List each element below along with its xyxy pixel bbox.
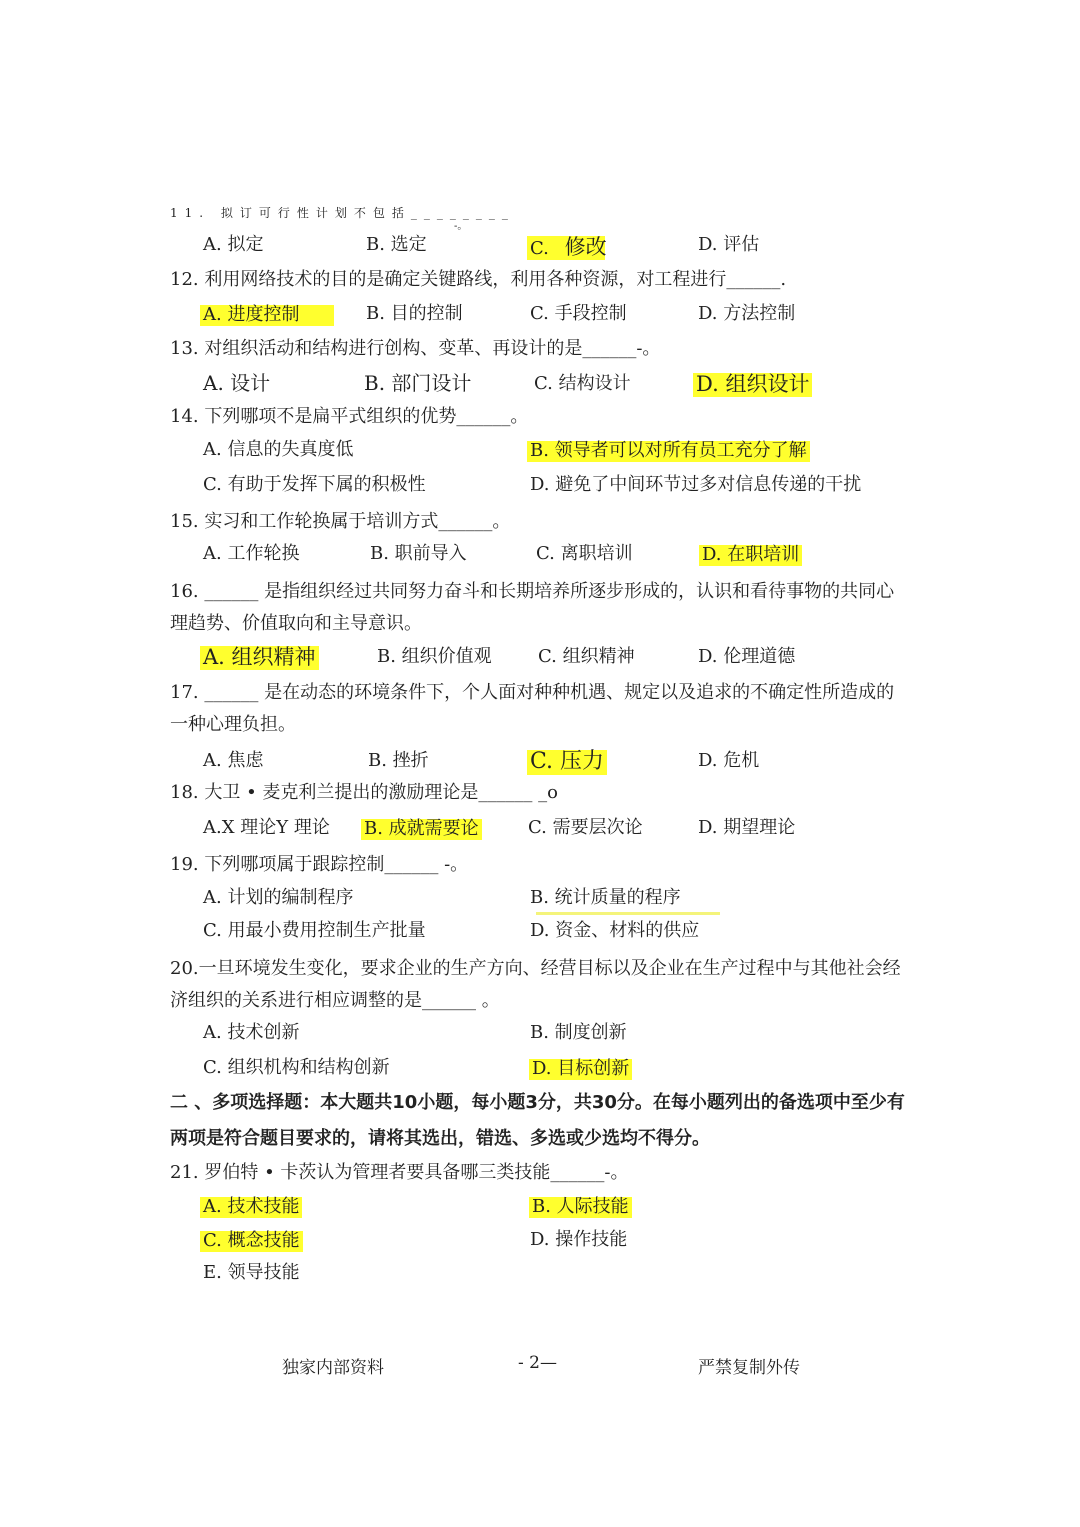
option-b: B. 组织价值观 <box>377 646 492 667</box>
question-20-text: 20.一旦环境发生变化，要求企业的生产方向、经营目标以及企业在生产过程中与其他社会经济组织的关系进行相应调整的是______ 。 <box>170 958 901 1011</box>
footer-left: 独家内部资料 <box>282 1358 384 1378</box>
option-c: C. 组织精神 <box>538 646 635 667</box>
option-a: A. 信息的失真度低 <box>203 439 354 460</box>
option-b: B. 挫折 <box>368 750 429 771</box>
option-a: A. 焦虑 <box>203 750 264 771</box>
option-a-answer: A. 进度控制 <box>200 305 334 326</box>
option-d: D. 期望理论 <box>698 817 796 838</box>
option-d: D. 评估 <box>698 234 760 255</box>
option-d-answer: D. 在职培训 <box>699 545 802 566</box>
option-c: C. 需要层次论 <box>528 817 643 838</box>
option-a: A. 计划的编制程序 <box>203 887 354 908</box>
question-11-tail: -。 <box>454 221 468 232</box>
question-16-text: 16. ______ 是指组织经过共同努力奋斗和长期培养所逐步形成的，认识和看待事物的共同心理趋势、价值取向和主导意识。 <box>170 581 895 634</box>
option-b: B. 目的控制 <box>366 303 463 324</box>
option-a: A. 技术创新 <box>203 1022 300 1043</box>
option-b: B. 选定 <box>366 234 427 255</box>
option-a: A.X 理论Y 理论 <box>203 817 330 838</box>
option-c-answer: C. 压力 <box>527 750 607 775</box>
question-14-text: 14. 下列哪项不是扁平式组织的优势______。 <box>170 406 529 427</box>
option-a-answer: A. 组织精神 <box>200 646 319 670</box>
option-b: B. 制度创新 <box>530 1022 627 1043</box>
question-21-text: 21. 罗伯特 • 卡茨认为管理者要具备哪三类技能______-。 <box>170 1162 629 1183</box>
option-c: C. 离职培训 <box>536 543 633 564</box>
section-heading: 二 、多项选择题：本大题共10小题，每小题3分，共30分。在每小题列出的备选项中至少有两项是符合题目要求的，请将其选出，错选、多选或少选均不得分。 <box>170 1092 905 1149</box>
option-b: B. 部门设计 <box>364 371 472 395</box>
option-c: C. 有助于发挥下属的积极性 <box>203 474 426 495</box>
option-d: D. 伦理道德 <box>698 646 796 667</box>
question-12-text: 12. 利用网络技术的目的是确定关键路线，利用各种资源，对工程进行______. <box>170 269 787 290</box>
option-d: D. 危机 <box>698 750 760 771</box>
option-c: C. 组织机构和结构创新 <box>203 1057 390 1078</box>
option-c-answer: C. 修改 <box>527 236 605 260</box>
option-b-answer: B. 成就需要论 <box>361 819 482 840</box>
question-11 <box>170 203 515 221</box>
page-number: - 2— <box>518 1353 557 1373</box>
option-a: A. 工作轮换 <box>203 543 300 564</box>
option-d: D. 避免了中间环节过多对信息传递的干扰 <box>530 474 862 495</box>
option-c-answer: C. 概念技能 <box>200 1231 303 1252</box>
question-17-text: 17. ______ 是在动态的环境条件下，个人面对种种机遇、规定以及追求的不确定性所造成的一种心理负担。 <box>170 682 895 735</box>
option-d-answer: D. 组织设计 <box>693 373 812 397</box>
option-d: D. 资金、材料的供应 <box>530 920 700 941</box>
option-e: E. 领导技能 <box>203 1262 300 1283</box>
option-b: B. 统计质量的程序 <box>530 887 681 908</box>
question-19-text: 19. 下列哪项属于跟踪控制______ -。 <box>170 854 469 875</box>
option-c: C. 用最小费用控制生产批量 <box>203 920 426 941</box>
option-b-answer: B. 领导者可以对所有员工充分了解 <box>527 441 810 462</box>
footer-right: 严禁复制外传 <box>698 1358 800 1378</box>
option-d-answer: D. 目标创新 <box>529 1059 632 1080</box>
option-d: D. 方法控制 <box>698 303 796 324</box>
question-15-text: 15. 实习和工作轮换属于培训方式______。 <box>170 511 511 532</box>
option-a: A. 拟定 <box>203 234 264 255</box>
option-d: D. 操作技能 <box>530 1229 628 1250</box>
option-a: A. 设计 <box>203 371 271 395</box>
question-13-text: 13. 对组织活动和结构进行创构、变革、再设计的是______-。 <box>170 338 661 359</box>
highlight-stroke <box>536 912 720 915</box>
option-c: C. 结构设计 <box>534 373 631 394</box>
question-11-text: 11. 拟订可行性计划不包括________ <box>170 206 515 220</box>
question-18-text: 18. 大卫 • 麦克利兰提出的激励理论是______ _o <box>170 782 558 803</box>
option-c: C. 手段控制 <box>530 303 627 324</box>
option-b: B. 职前导入 <box>370 543 467 564</box>
option-a-answer: A. 技术技能 <box>200 1197 302 1218</box>
option-b-answer: B. 人际技能 <box>529 1197 632 1218</box>
